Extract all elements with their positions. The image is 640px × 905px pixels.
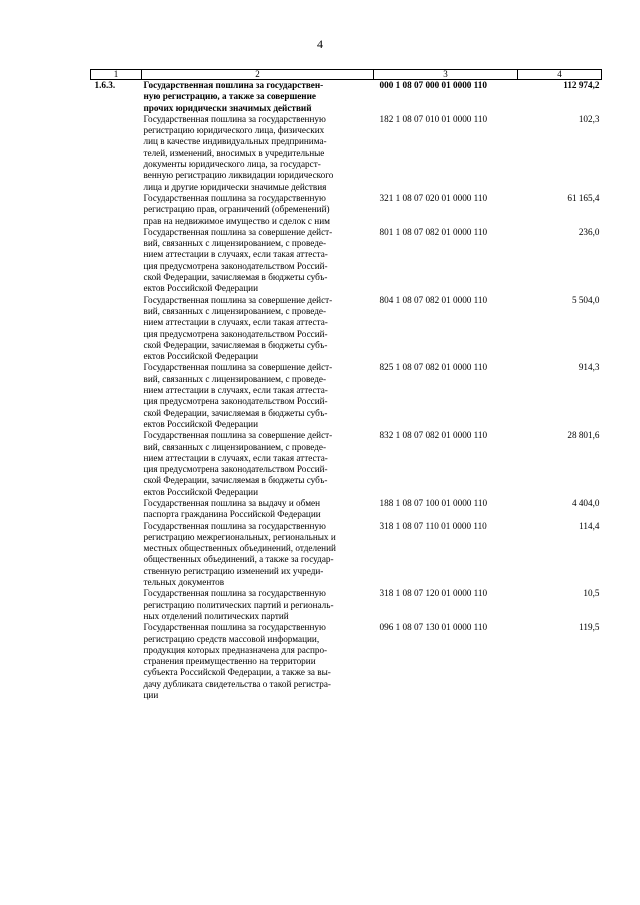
revenue-name — [142, 588, 374, 622]
revenue-name-line: лиц в качестве индивидуальных предпринима- — [143, 136, 327, 147]
revenue-name-line: нием аттестации в случаях, если такая аттеста- — [143, 452, 328, 463]
revenue-name-line: ции — [143, 690, 159, 701]
revenue-name-line: ектов Российской Федерации — [143, 283, 259, 294]
table-row — [91, 295, 602, 363]
revenue-name-line: ция предусмотрена законодательством Россий- — [143, 396, 328, 407]
table-row — [91, 362, 602, 430]
revenue-name-line: Государственная пошлина за выдачу и обмен — [143, 497, 321, 508]
revenue-name — [142, 295, 374, 363]
revenue-name — [142, 227, 374, 295]
revenue-name-line: странения преимущественно на территории — [143, 656, 316, 667]
table-row — [91, 193, 602, 227]
revenue-name — [142, 622, 374, 701]
row-number — [91, 521, 142, 589]
revenue-name-line: регистрацию политических партий и региональ- — [143, 599, 334, 610]
row-number — [91, 114, 142, 193]
row-number — [91, 498, 142, 521]
revenue-name-line: ция предусмотрена законодательством Россий- — [143, 260, 328, 271]
budget-classification-code: 832 1 08 07 082 01 0000 110 — [379, 430, 488, 441]
revenue-name-line: ция предусмотрена законодательством Россий- — [143, 464, 328, 475]
budget-classification-code: 096 1 08 07 130 01 0000 110 — [379, 622, 488, 633]
revenue-name-line: лица и другие юридически значимые действия — [143, 181, 327, 192]
column-header: 1 — [91, 70, 142, 80]
revenue-name-line: Государственная пошлина за государственную — [143, 520, 326, 531]
revenue-name — [142, 362, 374, 430]
table-row — [91, 227, 602, 295]
budget-classification-code: 182 1 08 07 010 01 0000 110 — [379, 113, 488, 124]
revenue-name-line: Государственная пошлина за совершение дейст- — [143, 294, 333, 305]
table-row — [91, 80, 602, 114]
amount: 119,5 — [579, 622, 600, 633]
amount: 112 974,2 — [563, 80, 600, 90]
revenue-name-line: Государственная пошлина за государственную — [143, 588, 326, 599]
revenue-name-line: вий, связанных с лицензированием, с проведе- — [143, 373, 327, 384]
budget-classification-code: 318 1 08 07 120 01 0000 110 — [379, 588, 488, 599]
revenue-name-line: вий, связанных с лицензированием, с проведе- — [143, 238, 327, 249]
revenue-name-line: субъекта Российской Федерации, а также за вы- — [143, 667, 331, 678]
budget-classification-code: 321 1 08 07 020 01 0000 110 — [379, 192, 488, 203]
revenue-table — [90, 69, 602, 701]
revenue-name-line: Государственная пошлина за совершение дейст- — [143, 430, 333, 441]
revenue-name-line: прав на недвижимое имущество и сделок с ним — [143, 215, 330, 226]
budget-classification-code: 188 1 08 07 100 01 0000 110 — [379, 497, 488, 508]
revenue-name-line: вий, связанных с лицензированием, с проведе- — [143, 305, 327, 316]
revenue-name — [142, 521, 374, 589]
revenue-name-line: ция предусмотрена законодательством Россий- — [143, 328, 328, 339]
revenue-name-line: нием аттестации в случаях, если такая аттеста- — [143, 385, 328, 396]
revenue-name-line: регистрацию юридического лица, физических — [143, 125, 325, 136]
revenue-name — [142, 498, 374, 521]
revenue-name-line: регистрацию средств массовой информации, — [143, 633, 320, 644]
table-row — [91, 622, 602, 701]
revenue-name-line: ской Федерации, зачисляемая в бюджеты субъ- — [143, 407, 328, 418]
revenue-name-line: нием аттестации в случаях, если такая аттеста- — [143, 317, 328, 328]
revenue-name-line: ственную регистрацию изменений их учреди- — [143, 565, 324, 576]
amount: 236,0 — [578, 226, 600, 237]
revenue-name-line: регистрацию прав, ограничений (обременений) — [143, 204, 330, 215]
row-number — [91, 588, 142, 622]
revenue-name-line: Государственная пошлина за государственную — [143, 113, 326, 124]
revenue-name-line: ектов Российской Федерации — [143, 486, 259, 497]
amount: 28 801,6 — [567, 430, 600, 441]
amount: 4 404,0 — [571, 497, 600, 508]
budget-classification-code: 318 1 08 07 110 01 0000 110 — [379, 520, 487, 531]
revenue-name-line: нием аттестации в случаях, если такая аттеста- — [143, 249, 328, 260]
table-row — [91, 521, 602, 589]
column-header: 2 — [142, 70, 374, 80]
revenue-name-line: Государственная пошлина за государственную — [143, 622, 326, 633]
revenue-name-line: Государственная пошлина за совершение дейст- — [143, 226, 333, 237]
revenue-name — [142, 80, 374, 114]
budget-classification-code: 801 1 08 07 082 01 0000 110 — [379, 226, 488, 237]
revenue-name-line: общественных объединений, а также за государ- — [143, 554, 334, 565]
revenue-name-line: Государственная пошлина за государственную — [143, 192, 326, 203]
row-number — [91, 622, 142, 701]
budget-classification-code: 804 1 08 07 082 01 0000 110 — [379, 294, 488, 305]
revenue-name-line: телей, изменений, вносимых в учредительные — [143, 147, 325, 158]
row-number — [91, 295, 142, 363]
revenue-name-line: венную регистрацию ликвидации юридического — [143, 170, 334, 181]
revenue-name-line: ской Федерации, зачисляемая в бюджеты субъ- — [143, 272, 328, 283]
revenue-name-line: прочих юридически значимых действий — [143, 102, 312, 113]
table-row — [91, 114, 602, 193]
revenue-name-line: ектов Российской Федерации — [143, 351, 259, 362]
amount: 914,3 — [578, 362, 600, 373]
revenue-name-line: ской Федерации, зачисляемая в бюджеты субъ- — [143, 475, 328, 486]
revenue-name-line: продукция которых предназначена для распро- — [143, 644, 328, 655]
revenue-name-line: Государственная пошлина за государствен- — [143, 80, 324, 90]
revenue-name-line: вий, связанных с лицензированием, с проведе- — [143, 441, 327, 452]
amount: 5 504,0 — [571, 294, 600, 305]
budget-classification-code: 000 1 08 07 000 01 0000 110 — [379, 80, 487, 90]
revenue-name-line: регистрацию межрегиональных, региональных и — [143, 531, 336, 542]
column-header: 3 — [374, 70, 518, 80]
row-number — [91, 430, 142, 498]
revenue-name-line: ской Федерации, зачисляемая в бюджеты субъ- — [143, 339, 328, 350]
revenue-name-line: местных общественных объединений, отделений — [143, 543, 336, 554]
revenue-name-line: ную регистрацию, а также за совершение — [143, 91, 316, 102]
revenue-name-line: документы юридического лица, за государст- — [143, 159, 321, 170]
amount: 10,5 — [583, 588, 600, 599]
revenue-name — [142, 114, 374, 193]
page-number: 4 — [317, 37, 323, 51]
row-number — [91, 227, 142, 295]
revenue-name — [142, 193, 374, 227]
table-body — [91, 80, 602, 702]
row-number — [91, 362, 142, 430]
table-row — [91, 430, 602, 498]
amount: 114,4 — [579, 520, 600, 531]
table-row — [91, 498, 602, 521]
table-row — [91, 588, 602, 622]
revenue-name-line: дачу дубликата свидетельства о такой регистра- — [143, 678, 331, 689]
revenue-name — [142, 430, 374, 498]
row-number: 1.6.3. — [94, 80, 116, 90]
row-number — [91, 193, 142, 227]
revenue-name-line: тельных документов — [143, 577, 225, 588]
revenue-name-line: ектов Российской Федерации — [143, 418, 259, 429]
budget-classification-code: 825 1 08 07 082 01 0000 110 — [379, 362, 488, 373]
column-header: 4 — [518, 70, 602, 80]
amount: 61 165,4 — [567, 192, 600, 203]
revenue-name-line: Государственная пошлина за совершение дейст- — [143, 362, 333, 373]
table-header-row — [91, 70, 602, 80]
revenue-name-line: паспорта гражданина Российской Федерации — [143, 509, 321, 520]
amount: 102,3 — [578, 113, 600, 124]
revenue-name-line: ных отделений политических партий — [143, 610, 289, 621]
